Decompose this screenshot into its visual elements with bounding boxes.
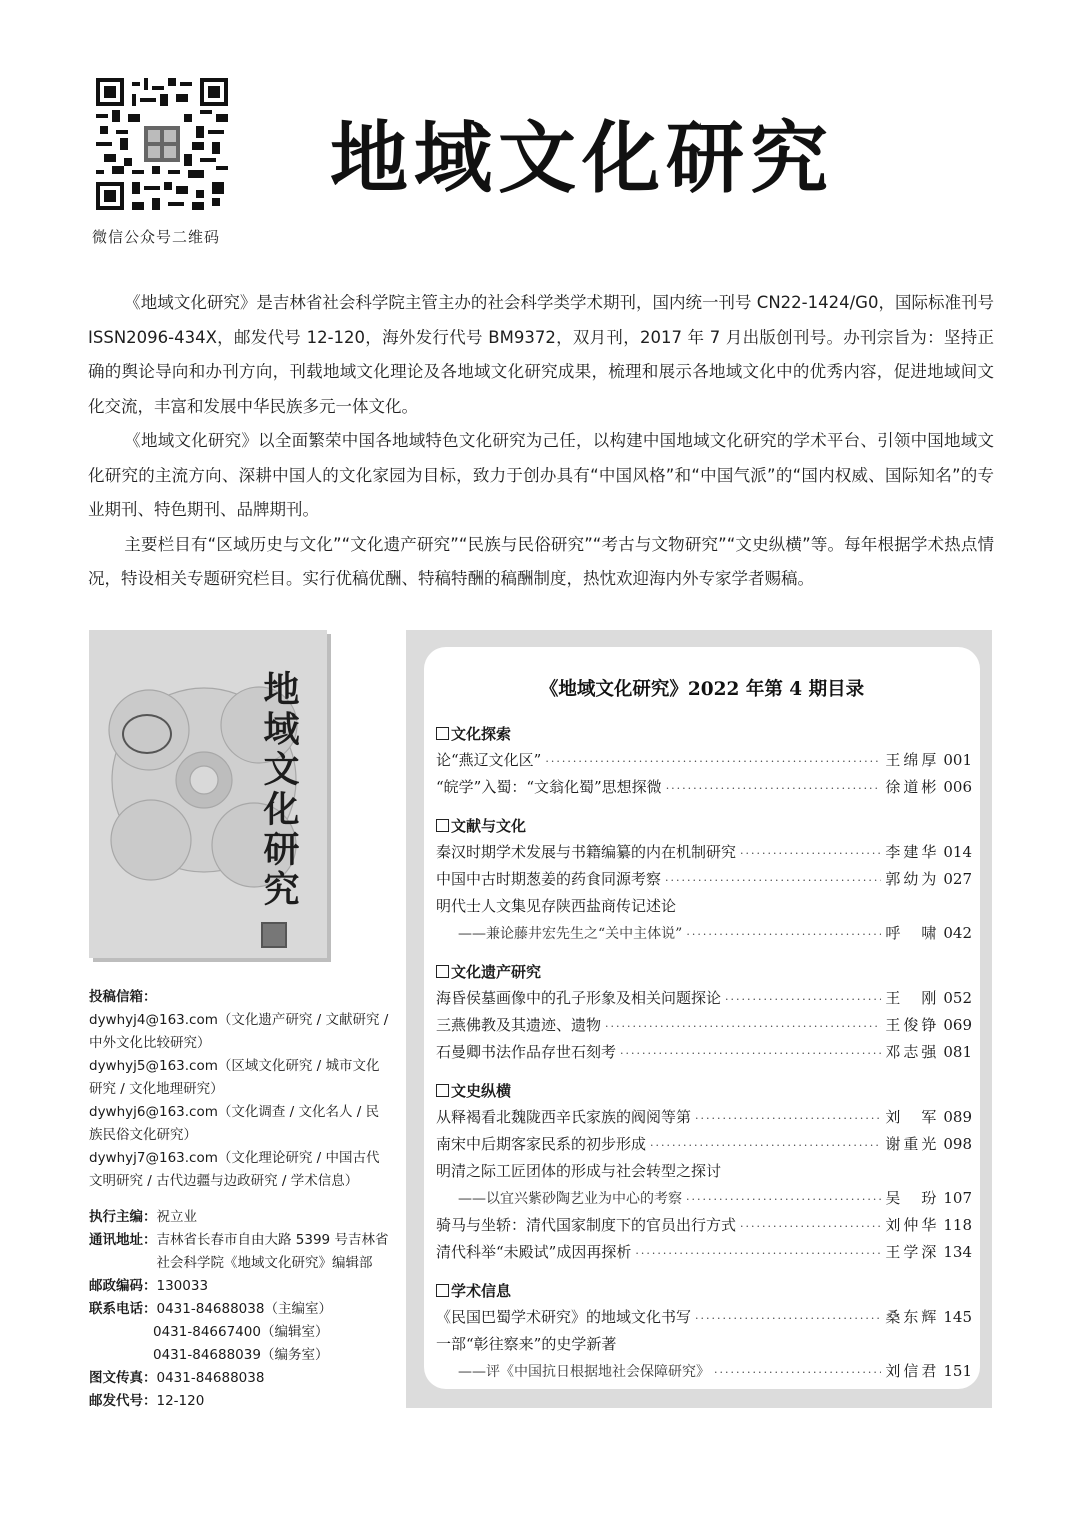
intro-paragraph: 主要栏目有“区域历史与文化”“文化遗产研究”“民族与民俗研究”“考古与文物研究”“文史纵横”等。每年根据学术热点情况，特设相关专题研究栏目。实行优稿优酬、特稿特酬的稿酬制度，热忱欢迎海内外专家学者赐稿。 xyxy=(88,534,994,588)
email-line: dywhyj7@163.com（文化理论研究 / 中国古代文明研究 / 古代边疆与边政研究 / 学术信息） xyxy=(89,1150,380,1189)
toc-entry[interactable] xyxy=(436,1185,972,1212)
intro-paragraph: 《地域文化研究》是吉林省社会科学院主管主办的社会科学类学术期刊，国内统一刊号 CN22-1424/G0，国际标准刊号 ISSN2096-434X，邮发代号 12-120，海外发行代号 BM9372，双月刊，2017 年 7 月出版创刊号。办刊宗旨为：坚持正确的舆论导向和办刊方向，刊载地域文化理论及各地域文化研究成果，梳理和展示各地域文化中的优秀内容，促进地域间文化交流，丰富和发展中华民族多元一体文化。 xyxy=(88,293,994,416)
toc-entry[interactable] xyxy=(436,985,972,1012)
toc-entry-page: 014 xyxy=(943,843,972,861)
editor-label: 执行主编： xyxy=(89,1209,157,1225)
checkbox-square-icon xyxy=(436,1284,449,1297)
intro-text xyxy=(88,286,994,597)
toc-entry-page: 145 xyxy=(943,1308,972,1326)
toc-leader-dots xyxy=(545,748,881,775)
toc-leader-dots xyxy=(635,1240,881,1267)
toc-entry-title: 从释褐看北魏陇西辛氏家族的阀阅等第 xyxy=(436,1108,692,1126)
toc-section-heading xyxy=(436,813,972,839)
toc-entry-title: 明代士人文集见存陕西盐商传记述论 xyxy=(436,897,677,915)
toc-entry[interactable] xyxy=(436,839,972,866)
toc-entry-title: 明清之际工匠团体的形成与社会转型之探讨 xyxy=(436,1162,722,1180)
toc-leader-dots xyxy=(605,1013,881,1040)
checkbox-square-icon xyxy=(436,819,449,832)
toc-entry-page: 052 xyxy=(943,989,972,1007)
toc-entry-title: ——兼论藤井宏先生之“关中主体说” xyxy=(458,926,683,942)
postal-value: 12-120 xyxy=(156,1393,205,1409)
fax-label: 图文传真： xyxy=(89,1370,157,1386)
toc-entry-title: 清代科举“未殿试”成因再探析 xyxy=(436,1243,632,1261)
toc-entry-title: 一部“彰往察来”的史学新著 xyxy=(436,1335,617,1353)
toc-entry-title: 骑马与坐轿：清代国家制度下的官员出行方式 xyxy=(436,1216,737,1234)
toc-entry-title: 《民国巴蜀学术研究》的地域文化书写 xyxy=(436,1308,692,1326)
toc-entry-author: 邓志强 xyxy=(885,1043,940,1061)
phone-value: 0431-84688038（主编室） xyxy=(156,1301,332,1317)
toc-entry[interactable] xyxy=(436,1358,972,1385)
cover-title: 地域文化研究 xyxy=(258,670,300,910)
fax-row xyxy=(89,1367,389,1390)
toc-entry[interactable] xyxy=(436,1158,972,1185)
toc-entry-author: 王绵厚 xyxy=(885,751,940,769)
toc-entry[interactable] xyxy=(436,1331,972,1358)
toc-entry[interactable] xyxy=(436,1239,972,1266)
toc-leader-dots xyxy=(740,840,881,867)
submission-label: 投稿信箱： xyxy=(89,989,157,1005)
contact-info xyxy=(89,986,389,1413)
toc-entry-page: 006 xyxy=(943,778,972,796)
toc-section-name: 文化探索 xyxy=(451,725,512,743)
toc-entry-title: 海昏侯墓画像中的孔子形象及相关问题探论 xyxy=(436,989,722,1007)
toc-entry[interactable] xyxy=(436,1304,972,1331)
toc-title: 《地域文化研究》2022 年第 4 期目录 xyxy=(539,679,865,700)
toc-leader-dots xyxy=(686,921,881,948)
toc-leader-dots xyxy=(714,1359,881,1386)
toc-leader-dots xyxy=(620,1040,881,1067)
postal-row xyxy=(89,1390,389,1413)
postcode-value: 130033 xyxy=(156,1278,209,1294)
qr-caption: 微信公众号二维码 xyxy=(92,228,221,246)
toc-leader-dots xyxy=(686,1186,881,1213)
toc-section-name: 学术信息 xyxy=(451,1282,512,1300)
cover-badge-icon xyxy=(122,714,172,754)
journal-cover xyxy=(89,630,327,958)
toc-entry-title: 南宋中后期客家民系的初步形成 xyxy=(436,1135,647,1153)
toc-entry-page: 069 xyxy=(943,1016,972,1034)
intro-paragraph: 《地域文化研究》以全面繁荣中国各地域特色文化研究为己任，以构建中国地域文化研究的学术平台、引领中国地域文化研究的主流方向、深耕中国人的文化家园为目标，致力于创办具有“中国风格”和“中国气派”的“国内权威、国际知名”的专业期刊、特色期刊、品牌期刊。 xyxy=(88,431,994,519)
toc-entry-author: 刘仲华 xyxy=(885,1216,940,1234)
phone-value: 0431-84667400（编辑室） xyxy=(153,1324,329,1340)
editor-row xyxy=(89,1206,389,1229)
checkbox-square-icon xyxy=(436,1084,449,1097)
toc-leader-dots xyxy=(666,775,882,802)
toc-entry-page: 151 xyxy=(943,1362,972,1380)
toc-entry[interactable] xyxy=(436,1104,972,1131)
toc-entry-title: “皖学”入蜀：“文翁化蜀”思想探微 xyxy=(436,778,662,796)
toc-entry-page: 107 xyxy=(943,1189,972,1207)
toc-section-heading xyxy=(436,721,972,747)
toc-section-heading xyxy=(436,1278,972,1304)
postcode-label: 邮政编码： xyxy=(89,1278,157,1294)
toc-entry-author: 王学深 xyxy=(885,1243,940,1261)
toc-section-name: 文献与文化 xyxy=(451,817,527,835)
toc-entry-page: 134 xyxy=(943,1243,972,1261)
toc-entry[interactable] xyxy=(436,1212,972,1239)
toc-entry[interactable] xyxy=(436,747,972,774)
toc-entry[interactable] xyxy=(436,920,972,947)
toc-entry-page: 098 xyxy=(943,1135,972,1153)
toc-entry[interactable] xyxy=(436,893,972,920)
toc-entry-page: 027 xyxy=(943,870,972,888)
email-line: dywhyj6@163.com（文化调查 / 文化名人 / 民族民俗文化研究） xyxy=(89,1104,380,1143)
toc-leader-dots xyxy=(740,1213,881,1240)
toc-entry-author: 桑东辉 xyxy=(885,1308,940,1326)
toc-section-heading xyxy=(436,959,972,985)
toc-entry-page: 089 xyxy=(943,1108,972,1126)
toc-entry[interactable] xyxy=(436,866,972,893)
fax-value: 0431-84688038 xyxy=(156,1370,265,1386)
toc-entry-page: 081 xyxy=(943,1043,972,1061)
page-title: 地域文化研究 xyxy=(330,113,835,204)
toc-entry-author: 呼 啸 xyxy=(885,924,940,942)
toc-entry-author: 王俊铮 xyxy=(885,1016,940,1034)
qr-code xyxy=(96,78,228,210)
toc-entry-author: 郭幼为 xyxy=(885,870,940,888)
toc-entry-title: 中国中古时期葱姜的药食同源考察 xyxy=(436,870,662,888)
toc-entry[interactable] xyxy=(436,1039,972,1066)
postal-label: 邮发代号： xyxy=(89,1393,157,1409)
toc-panel xyxy=(406,630,992,1408)
toc-entry-title: 论“燕辽文化区” xyxy=(436,751,542,769)
toc-section-name: 文化遗产研究 xyxy=(451,963,542,981)
toc-entry-author: 吴 玢 xyxy=(885,1189,940,1207)
toc-entry-author: 刘 军 xyxy=(885,1108,940,1126)
toc-section-heading xyxy=(436,1078,972,1104)
email-line: dywhyj5@163.com（区域文化研究 / 城市文化研究 / 文化地理研究） xyxy=(89,1058,380,1097)
toc-entry-page: 042 xyxy=(943,924,972,942)
phone-value: 0431-84688039（编务室） xyxy=(153,1347,329,1363)
phone-label: 联系电话： xyxy=(89,1301,157,1317)
toc-card xyxy=(424,647,980,1389)
toc-entry[interactable] xyxy=(436,1131,972,1158)
address-label: 通讯地址： xyxy=(89,1232,157,1248)
cover-seal-icon xyxy=(261,922,287,948)
editor-value: 祝立业 xyxy=(156,1209,197,1225)
toc-leader-dots xyxy=(665,867,881,894)
toc-entry-title: ——以宜兴紫砂陶艺业为中心的考察 xyxy=(458,1191,682,1207)
toc-entry-page: 118 xyxy=(943,1216,972,1234)
checkbox-square-icon xyxy=(436,965,449,978)
toc-entry-title: 三燕佛教及其遗迹、遗物 xyxy=(436,1016,602,1034)
toc-entry-title: ——评《中国抗日根据地社会保障研究》 xyxy=(458,1364,710,1380)
toc-entry[interactable] xyxy=(436,1012,972,1039)
toc-entry-author: 刘信君 xyxy=(885,1362,940,1380)
email-line: dywhyj4@163.com（文化遗产研究 / 文献研究 / 中外文化比较研究） xyxy=(89,1012,389,1051)
address-value: 吉林省长春市自由大路 5399 号吉林省社会科学院《地域文化研究》编辑部 xyxy=(156,1232,389,1271)
toc-section-name: 文史纵横 xyxy=(451,1082,512,1100)
toc-entry-author: 谢重光 xyxy=(885,1135,940,1153)
postcode-row xyxy=(89,1275,389,1298)
toc-leader-dots xyxy=(695,1305,881,1332)
toc-entry-title: 石曼卿书法作品存世石刻考 xyxy=(436,1043,617,1061)
toc-leader-dots xyxy=(650,1132,881,1159)
address-row xyxy=(89,1229,389,1275)
toc-entry-title: 秦汉时期学术发展与书籍编纂的内在机制研究 xyxy=(436,843,737,861)
toc-entry-author: 李建华 xyxy=(885,843,940,861)
toc-list xyxy=(436,721,972,1385)
checkbox-square-icon xyxy=(436,727,449,740)
toc-leader-dots xyxy=(725,986,881,1013)
toc-entry-page: 001 xyxy=(943,751,972,769)
toc-entry-author: 徐道彬 xyxy=(885,778,940,796)
phone-row xyxy=(89,1298,389,1321)
toc-leader-dots xyxy=(695,1105,881,1132)
toc-entry[interactable] xyxy=(436,774,972,801)
toc-entry-author: 王 刚 xyxy=(885,989,940,1007)
